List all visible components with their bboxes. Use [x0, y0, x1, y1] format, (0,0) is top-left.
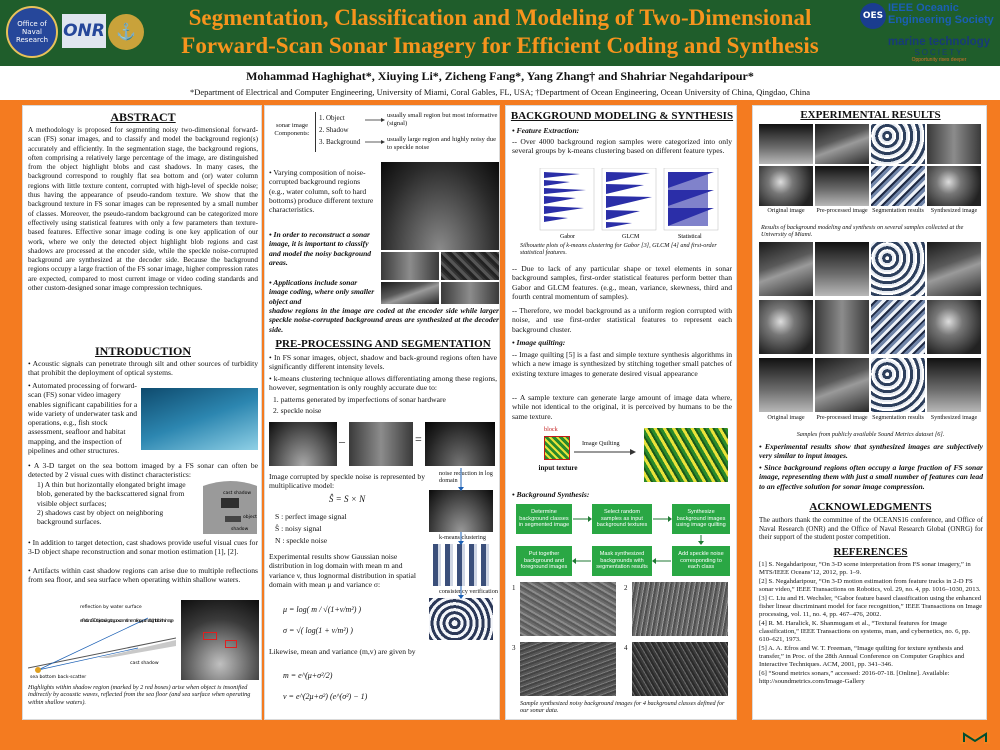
exp-label-preprocessed-2: Pre-processed image	[816, 414, 868, 421]
intro-bullet-4: • In addition to target detection, cast shadows provide useful visual cues for 3-D object shape reconstruction and sonar motion estimation [1], [2].	[28, 538, 258, 557]
sonar-sample-image-2	[441, 252, 499, 280]
oes-text-line-2: Engineering Society	[888, 14, 994, 26]
authors-band	[0, 66, 1000, 100]
components-lead-1: sonar image	[275, 122, 309, 129]
diagram-sea-bottom: sea bottom back-scatter	[30, 675, 87, 680]
preprocessing-bullet-2: • k-means clustering technique allows differentiating among these regions, however, segmentation is only roughly accurate due to:	[269, 374, 497, 393]
poster-header	[0, 0, 1000, 66]
equals-sign: =	[415, 432, 422, 446]
diagram-cast-shadow: cast shadow	[223, 491, 252, 496]
consistency-label: consistency verification	[439, 588, 498, 595]
column-background-modeling	[505, 105, 737, 720]
exp-label-segmentation-1: Segmentation results	[872, 207, 924, 214]
exp-label-preprocessed-1: Pre-processed image	[816, 207, 868, 214]
kmeans-label: k-means clustering	[439, 534, 486, 541]
noise-reduction-label: noise reduction in log domain	[439, 470, 493, 485]
components-lead-2: Components:	[274, 130, 310, 137]
image-quilting-label: • Image quilting:	[512, 338, 566, 347]
introduction-heading: INTRODUCTION	[94, 344, 191, 358]
references-heading: REFERENCES	[833, 546, 908, 558]
university-of-miami-logo	[958, 726, 992, 746]
exp4-synthesized	[927, 300, 981, 354]
sample-number-1: 1	[512, 584, 516, 592]
synth-caption: Sample synthesized noisy background images for 4 background classes defined for our sonar data.	[520, 700, 725, 715]
flow-step-3: Synthesize background images using image quilting	[672, 504, 730, 534]
exp1-segmentation	[871, 124, 925, 164]
feature-extraction-label: • Feature Extraction:	[512, 126, 580, 135]
diagram-reflection-3d: reflection of 3-D object arriving at approx. same time making up small bright blob in the image	[80, 619, 174, 624]
due-text: -- Due to lack of any particular shape or texel elements in sonar background samples, first-order statistical features perform better than Gabor and GLCM features. (e.g., mean, variance, skewness, third and fourth central momentum of samples).	[512, 264, 732, 301]
column-abstract-introduction	[22, 105, 262, 720]
acknowledgments-text: The authors thank the committee of the OCEANS16 conference, and Office of Naval Research (ONR) and the Office of Naval Research Global (ONRG) for their support of the student poster competition.	[759, 516, 983, 542]
plot-label-gabor: Gabor	[560, 234, 575, 240]
reference-item: [1] S. Negahdaripour, “On 3-D scene interpretation from FS sonar imagery,” in MTS/IEEE Oceans’12, 2012, pp. 1–9.	[759, 561, 971, 576]
onr-seal-text: Office of Naval Research	[15, 20, 49, 44]
poster-title-line-2: Forward-Scan Sonar Imagery for Efficient Coding and Synthesis	[181, 33, 819, 58]
components-bullet-applications-b: shadow regions in the image are coded at the encoder side while larger speckle noise-corrupted background areas are synthesized at the decoder side.	[269, 306, 499, 334]
exp1-synthesized	[927, 124, 981, 164]
component-shadow: 2. Shadow	[319, 126, 349, 134]
reflection-sonar-image	[181, 600, 259, 680]
mts-logo-tagline: Opportunity rises deeper	[911, 57, 967, 63]
exp5-segmentation	[871, 358, 925, 412]
components-list	[315, 112, 365, 152]
references-list	[759, 561, 983, 687]
flow-step-1: Determine background classes in segmented image	[516, 504, 572, 534]
exp-label-original-2: Original image	[767, 414, 805, 421]
oes-logo-text	[888, 2, 998, 26]
feature-extraction-text: -- Over 4000 background region samples were categorized into only several groups by k-means clustering based on different feature types.	[512, 137, 732, 156]
def-n: N : speckle noise	[275, 536, 328, 545]
silhouette-plots	[538, 168, 720, 240]
silhouette-gabor	[540, 168, 594, 230]
silhouette-glcm	[602, 168, 656, 230]
intro-cue-1: 1) A thin but horizontally elongated bright image blob, generated by the backscattered signal from visible object surfaces;	[37, 480, 186, 508]
experimental-bullet-2: • Since background regions often occupy a large fraction of FS sonar image, representing them with just a small number of features can lead to an effective solution for sonar image compression.	[759, 463, 983, 491]
components-bullet-applications-a: • Applications include sonar image coding, where only smaller object and	[269, 278, 375, 306]
exp2-segmentation	[871, 166, 925, 206]
column-components-preprocessing	[264, 105, 500, 720]
authors: Mohammad Haghighat*, Xiuying Li*, Zicheng Fang*, Yang Zhang† and Shahriar Negahdaripour*	[246, 69, 754, 83]
flow-step-2: Select random samples as input background textures	[592, 504, 652, 534]
preprocessing-heading: PRE-PROCESSING AND SEGMENTATION	[275, 338, 491, 350]
diagram-shadow: shadow	[231, 527, 249, 532]
exp4-segmentation	[871, 300, 925, 354]
onr-seal-logo	[6, 6, 58, 58]
pattern-removed-image	[425, 422, 495, 466]
intro-bullet-3: • A 3-D target on the sea bottom imaged by a FS sonar can often be detected by 2 visual cues with distinct characteristics:	[28, 461, 258, 480]
def-shat: Ŝ : noisy signal	[275, 524, 322, 533]
diagram-reflection-surface: reflection by water surface	[80, 605, 142, 610]
pipeline-arrows	[457, 468, 465, 603]
reference-item: [5] A. A. Efros and W. T. Freeman, “Image quilting for texture synthesis and transfer,” in Proc. of the 28th Annual Conference on Computer Graphics and Interactive Techniques. ACM, 2001, pp. 341–346.	[759, 645, 965, 668]
exp5-original	[759, 358, 813, 412]
exp4-original	[759, 300, 813, 354]
corrupted-text: Image corrupted by speckle noise is represented by multiplicative model:	[269, 472, 425, 491]
background-synthesis-label: • Background Synthesis:	[512, 490, 590, 499]
column-experimental-references	[752, 105, 987, 720]
experimental-text: Experimental results show Gaussian noise distribution in log domain with mean m and variance v, thus lognormal distribution in spatial domain with mean μ and variance σ:	[269, 552, 416, 589]
component-background: 3. Background	[319, 138, 361, 146]
sample-number-3: 3	[512, 644, 516, 652]
exp-label-synthesized-2: Synthesized image	[930, 414, 978, 421]
component-object: 1. Object	[319, 114, 345, 122]
component-note-2: usually large region and highly noisy due to speckle noise	[387, 136, 497, 151]
exp1-preprocessed	[815, 124, 869, 164]
flow-step-6: Put together background and foreground images	[516, 546, 572, 576]
exp2-preprocessed	[815, 166, 869, 206]
abstract-text: A methodology is proposed for segmenting noisy two-dimensional forward-scan (FS) sonar images, and to classify and model the background region(s) accurately and efficiently. In the segmentation stage, the background regions, often comprising a relatively large percentage of the image, are distinguished from the object highlight blobs and cast shadows. In many cases, the background correspond to roughly flat sea bottom and (or) water column regions with little texture content, corrupted with high-level of speckle noise; thus having the appearance of pseudo-random texture. We show that the background texture in FS sonar images can be represented by a small number of classes. Moreover, the pseudo-random background can be categorized more effectively using statistical features with only a few parameters than texture-based features. Effective sonar image coding is one key application of our work, where we only the detected object highlight blob regions and cast shadows are processed at the encoder side, while the speckle noise-corrupted background are synthesized at the decoder side. Because the background regions occupy a large fraction of the FS sonar image, higher compression rates are expected, compared to most current image or video coding standards and other custom-designed sonar image compression techniques.	[28, 126, 258, 293]
mts-logo-name: marine technology	[887, 36, 991, 48]
background-modeling-heading: BACKGROUND MODELING & SYNTHESIS	[510, 110, 734, 122]
shadow-cue-diagram	[201, 476, 259, 536]
experimental-caption-1: Results of background modeling and synthesis on several samples collected at the University of Miami.	[761, 224, 964, 239]
onr-logo: ONR	[62, 14, 106, 48]
synth-sample-2	[632, 582, 728, 636]
intro-cue-2: 2) shadows cast by object on neighboring background surfaces.	[37, 508, 164, 527]
reference-item: [3] C. Liu and H. Wechsler, “Gabor feature based classification using the enhanced fisher linear discriminant model for face recognition,” IEEE Transactions on Image processing, vol. 11, no. 4, pp. 467–476, 2002.	[759, 595, 983, 618]
sonar-sample-image-3	[381, 282, 439, 304]
m-equation: m = e^(μ+σ²/2)	[283, 671, 333, 680]
reflection-caption: Highlights within shadow region (marked by 2 red boxes) arise when object is insonified indirectly by acoustic waves, reflected from the sea floor (and sea surface when operating within shallow waters).	[28, 684, 251, 706]
hardware-pattern-image	[349, 422, 413, 466]
exp-label-original-1: Original image	[767, 207, 805, 214]
minus-sign: –	[339, 434, 345, 448]
mu-equation: μ = log( m / √(1+v/m²) )	[283, 605, 362, 614]
anchor-icon: ⚓	[116, 24, 136, 41]
reference-item: [2] S. Negahdaripour, “On 3-D motion estimation from feature tracks in 2-D FS sonar video,” IEEE Transactions on Robotics, vol. 29, no. 4, pp. 1016–1030, 2013.	[759, 578, 981, 593]
consistency-image	[429, 598, 493, 640]
intro-bullet-1: • Acoustic signals can penetrate through silt and other sources of turbidity that prohibit the deployment of optical systems.	[28, 359, 258, 378]
acknowledgments-heading: ACKNOWLEDGMENTS	[809, 501, 932, 513]
reference-item: [6] “Sound metrics sonars,” accessed: 2016-07-18. [Online]. Available: http://soundmetrics.com/Image-Gallery	[759, 670, 950, 685]
affiliations: *Department of Electrical and Computer Engineering, University of Miami, Coral Gables, FL, USA; †Department of Ocean Engineering, Ocean University of China, Qingdao, China	[189, 87, 811, 97]
mts-logo-society: SOCIETY	[914, 48, 964, 57]
poster-title-line-1: Segmentation, Classification and Modeling of Two-Dimensional	[188, 5, 812, 30]
input-texture-label: input texture	[538, 464, 578, 472]
seafloor-survey-image	[141, 388, 258, 450]
components-bullet-reconstruct: • In order to reconstruct a sonar image, it is important to classify and model the noisy background areas.	[269, 230, 372, 267]
reflection-diagram	[28, 598, 176, 680]
exp3-preprocessed	[815, 242, 869, 296]
exp3-synthesized	[927, 242, 981, 296]
components-arrows	[365, 114, 385, 150]
plot-label-glcm: GLCM	[622, 234, 640, 240]
preprocessing-reason-2: 2. speckle noise	[273, 406, 322, 415]
flow-step-4: Add speckle noise corresponding to each class	[672, 546, 730, 576]
exp1-original	[759, 124, 813, 164]
exp3-original	[759, 242, 813, 296]
synth-sample-1	[520, 582, 616, 636]
preprocessing-reason-1: 1. patterns generated by imperfections of sonar hardware	[273, 395, 446, 404]
exp5-preprocessed	[815, 358, 869, 412]
experimental-heading: EXPERIMENTAL RESULTS	[800, 109, 941, 121]
block-label: block	[544, 426, 558, 433]
sonar-sample-image-large	[381, 162, 499, 250]
intro-bullet-5: • Artifacts within cast shadow regions can arise due to multiple reflections from sea floor, and sea surface when operating within shallow waters.	[28, 566, 258, 585]
exp4-preprocessed	[815, 300, 869, 354]
exp5-synthesized	[927, 358, 981, 412]
exp2-original	[759, 166, 813, 206]
components-lead	[269, 122, 315, 138]
intro-bullet-2: • Automated processing of forward-scan (FS) sonar video imagery enables significant capabilities for a wide variety of underwater task and operations, e.g., fish stock assessment, seafloor and habitat mapping, and the inspection of pipelines and other structures.	[28, 381, 138, 456]
component-note-1: usually small region but most informative (signal)	[387, 112, 498, 127]
exp-label-segmentation-2: Segmentation results	[872, 414, 924, 421]
iq-text-1: -- Image quilting [5] is a fast and simple texture synthesis algorithms in which a new image is synthesized by stitching together small patches of existing texture images to generate desired visual appearance	[512, 350, 732, 378]
components-bullet-varying: • Varying composition of noise-corrupted background regions (e.g., water column, soft to hard bottoms) produce different texture characteristics.	[269, 168, 374, 215]
exp3-segmentation	[871, 242, 925, 296]
reference-item: [4] R. M. Haralick, K. Shanmugam et al., “Textural features for image classification,” IEEE Transactions on systems, man, and cybernetics, no. 6, pp. 610–621, 1973.	[759, 620, 971, 643]
sonar-sample-image-4	[441, 282, 499, 304]
abstract-heading: ABSTRACT	[110, 110, 176, 124]
flow-arrows	[506, 504, 737, 578]
noisy-input-image	[269, 422, 337, 466]
exp-label-synthesized-1: Synthesized image	[930, 207, 978, 214]
sonar-sample-image-1	[381, 252, 439, 280]
experimental-bullet-1: • Experimental results show that synthesized images are subjectively very similar to input images.	[759, 442, 983, 461]
sample-number-2: 2	[624, 584, 628, 592]
exp2-synthesized	[927, 166, 981, 206]
likewise-text: Likewise, mean and variance (m,v) are given by	[269, 647, 416, 656]
silhouette-caption: Silhouette plots of k-means clustering for Gabor [3], GLCM [4] and first-order statistical features.	[520, 242, 717, 257]
synth-sample-4	[632, 642, 728, 696]
diagram-object: object	[243, 515, 257, 520]
synth-sample-3	[520, 642, 616, 696]
oes-logo: OES	[860, 3, 886, 29]
experimental-caption-2: Samples from publicly available Sound Metrics dataset [6].	[796, 431, 945, 438]
therefore-text: -- Therefore, we model background as a uniform region corrupted with noise, and use first-order statistical features to represent each background cluster.	[512, 306, 732, 334]
flow-step-5: Mask synthesized backgrounds with segmentation results	[592, 546, 652, 576]
v-equation: v = e^(2μ+σ²) (e^(σ²) − 1)	[283, 692, 368, 701]
preprocessing-bullet-1: • In FS sonar images, object, shadow and back-ground regions often have significantly different intensity levels.	[269, 353, 497, 372]
silhouette-statistical	[664, 168, 718, 230]
input-texture-image	[544, 436, 570, 460]
marine-corps-emblem-logo	[108, 14, 144, 50]
sigma-equation: σ = √( log(1 + v/m²) )	[283, 626, 353, 635]
def-s: S : perfect image signal	[275, 512, 347, 521]
oes-text-line-1: IEEE Oceanic	[888, 2, 959, 14]
iq-text-2: -- A sample texture can generate large amount of image data where, while not identical to the original, it is perceived by humans to be the same texture.	[512, 393, 732, 421]
diagram-cast-shadow-2: cast shadow	[130, 661, 159, 666]
quilted-texture-image	[644, 428, 728, 482]
sample-number-4: 4	[624, 644, 628, 652]
multiplicative-model: Ŝ = S × N	[328, 494, 366, 504]
plot-label-statistical: Statistical	[678, 234, 702, 240]
iq-arrow-label: Image Quilting	[582, 440, 620, 447]
